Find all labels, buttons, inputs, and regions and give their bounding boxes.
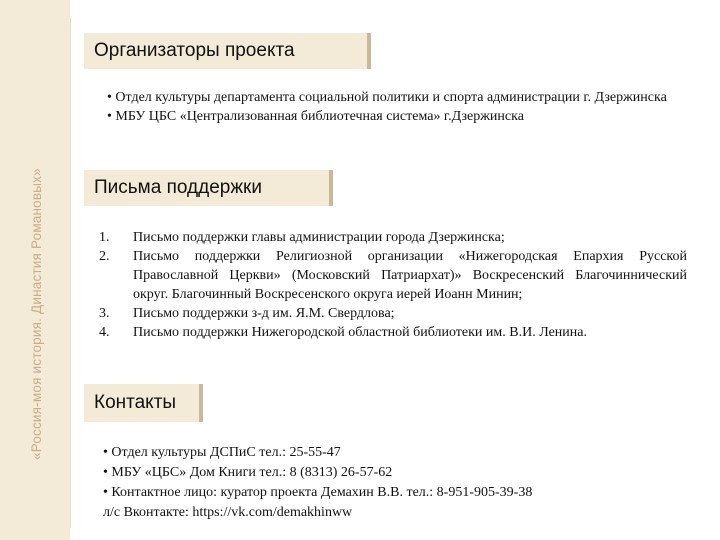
- letter-text: Письмо поддержки Нижегородской областной библиотеки им. В.И. Ленина.: [133, 325, 587, 340]
- organizer-item: • МБУ ЦБС «Централизованная библиотечная система» г.Дзержинска: [107, 109, 524, 124]
- letter-item: [97, 228, 687, 247]
- letter-text: Письмо поддержки Религиозной организации «Нижегородская Епархия Русской Православной Церкви» (Московский Патриархат)» Воскресенский Благочиннический округ. Благочинный Воскресенского округа иерей Иоанн Минин;: [133, 249, 687, 302]
- letter-number: 3.: [99, 306, 110, 321]
- organizers-list: [107, 88, 692, 126]
- contacts-list: [103, 443, 663, 523]
- heading-contacts: Контакты: [84, 384, 203, 422]
- letter-item: [97, 323, 687, 342]
- letter-number: 2.: [99, 249, 110, 264]
- letter-text: Письмо поддержки з-д им. Я.М. Свердлова;: [133, 306, 395, 321]
- letter-text: Письмо поддержки главы администрации города Дзержинска;: [133, 230, 505, 245]
- contact-link: л/с Вконтакте: https://vk.com/demakhinww: [103, 505, 353, 520]
- contact-item: • Отдел культуры ДСПиС тел.: 25-55-47: [103, 445, 341, 460]
- contact-item: • МБУ «ЦБС» Дом Книги тел.: 8 (8313) 26-57-62: [103, 465, 393, 480]
- contact-item: • Контактное лицо: куратор проекта Демахин В.В. тел.: 8-951-905-39-38: [103, 485, 533, 500]
- letter-item: [97, 247, 687, 304]
- letter-item: [97, 304, 687, 323]
- letter-number: 4.: [99, 325, 110, 340]
- project-vertical-title: «Россия-моя история. Династия Романовых»: [29, 168, 44, 460]
- letters-list: [97, 228, 687, 342]
- side-divider: [70, 18, 71, 528]
- letter-number: 1.: [99, 230, 110, 245]
- heading-organizers: Организаторы проекта: [84, 33, 371, 69]
- organizer-item: • Отдел культуры департамента социальной политики и спорта администрации г. Дзержинска: [107, 90, 667, 105]
- heading-letters: Письма поддержки: [84, 170, 333, 206]
